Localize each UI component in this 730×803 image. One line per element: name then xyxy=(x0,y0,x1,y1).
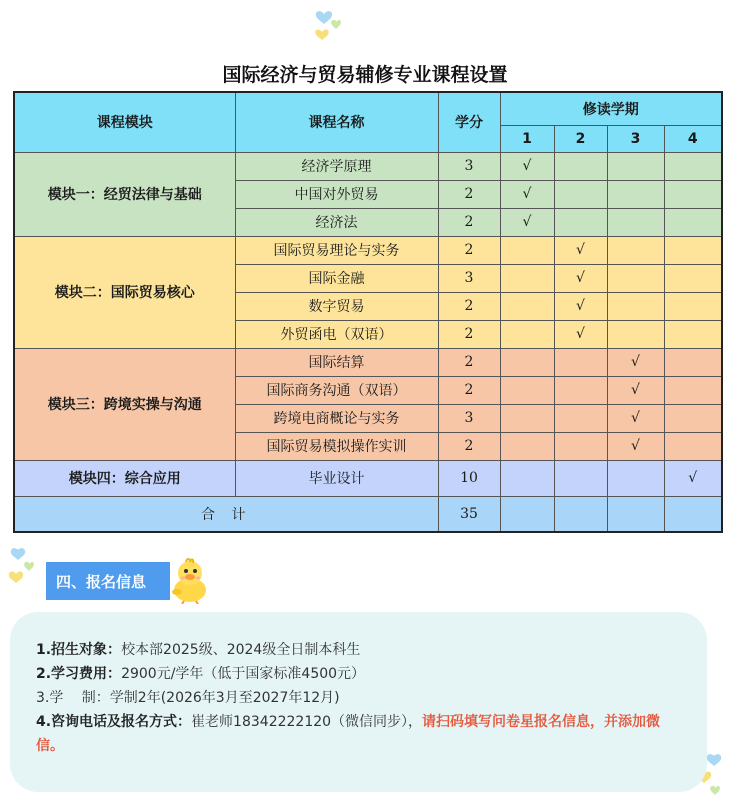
heart-icon xyxy=(310,6,350,46)
semester-cell xyxy=(607,236,664,264)
total-row xyxy=(14,496,722,532)
semester-cell xyxy=(554,236,607,264)
check-mark: √ xyxy=(688,470,698,486)
check-mark: √ xyxy=(576,326,585,342)
check-mark: √ xyxy=(631,354,640,370)
semester-cell xyxy=(664,264,722,292)
semester-cell xyxy=(607,264,664,292)
semester-cell xyxy=(500,208,554,236)
semester-cell xyxy=(664,404,722,432)
info-item-target: 1.招生对象：校本部2025级、2024级全日制本科生 xyxy=(36,642,361,658)
check-mark: √ xyxy=(522,158,532,174)
course-credit: 2 xyxy=(438,348,500,376)
header-module: 课程模块 xyxy=(14,92,235,152)
semester-cell xyxy=(500,404,554,432)
semester-cell xyxy=(500,292,554,320)
total-label: 合 计 xyxy=(14,496,438,532)
section-badge: 四、报名信息 xyxy=(46,562,170,600)
semester-cell xyxy=(554,152,607,180)
semester-cell xyxy=(607,208,664,236)
header-semester-4: 4 xyxy=(664,125,722,152)
total-credit: 35 xyxy=(438,496,500,532)
check-mark: √ xyxy=(631,410,640,426)
semester-cell xyxy=(607,180,664,208)
semester-cell xyxy=(500,348,554,376)
course-table-body xyxy=(14,152,722,532)
course-credit: 2 xyxy=(438,376,500,404)
semester-cell xyxy=(664,292,722,320)
course-name: 经济学原理 xyxy=(235,152,438,180)
check-mark: √ xyxy=(631,438,640,454)
check-mark: √ xyxy=(576,270,585,286)
course-name: 国际贸易理论与实务 xyxy=(235,236,438,264)
info-item-fee: 2.学习费用：2900元/学年（低于国家标准4500元） xyxy=(36,666,366,682)
table-row xyxy=(14,236,722,264)
course-credit: 2 xyxy=(438,208,500,236)
check-mark: √ xyxy=(522,186,532,202)
course-credit: 3 xyxy=(438,404,500,432)
semester-cell xyxy=(607,432,664,460)
semester-cell xyxy=(607,348,664,376)
course-table xyxy=(13,91,723,533)
semester-cell xyxy=(664,180,722,208)
course-name: 经济法 xyxy=(235,208,438,236)
course-credit: 10 xyxy=(438,460,500,496)
header-semester-3: 3 xyxy=(607,125,664,152)
header-semester-2: 2 xyxy=(554,125,607,152)
module-name: 模块一：经贸法律与基础 xyxy=(14,152,235,236)
check-mark: √ xyxy=(631,382,640,398)
page-title: 国际经济与贸易辅修专业课程设置 xyxy=(222,64,508,86)
course-name: 国际贸易模拟操作实训 xyxy=(235,432,438,460)
semester-cell xyxy=(554,180,607,208)
semester-cell xyxy=(500,264,554,292)
semester-cell xyxy=(500,320,554,348)
semester-cell xyxy=(554,292,607,320)
semester-cell xyxy=(554,348,607,376)
info-item-duration: 3.学 制：学制2年(2026年3月至2027年12月) xyxy=(36,690,340,706)
semester-cell xyxy=(607,376,664,404)
table-row xyxy=(14,460,722,496)
semester-cell xyxy=(607,496,664,532)
course-credit: 3 xyxy=(438,264,500,292)
module-name: 模块二：国际贸易核心 xyxy=(14,236,235,348)
course-credit: 2 xyxy=(438,320,500,348)
table-row xyxy=(14,152,722,180)
info-item-contact: 4.咨询电话及报名方式：崔老师18342222120（微信同步），请扫码填写问卷星报名信息，并添加微信。 xyxy=(36,714,661,754)
module-name: 模块三：跨境实操与沟通 xyxy=(14,348,235,460)
course-credit: 2 xyxy=(438,292,500,320)
semester-cell xyxy=(664,460,722,496)
semester-cell xyxy=(554,432,607,460)
semester-cell xyxy=(500,152,554,180)
semester-cell xyxy=(500,180,554,208)
semester-cell xyxy=(500,236,554,264)
semester-cell xyxy=(554,208,607,236)
semester-cell xyxy=(554,320,607,348)
course-name: 跨境电商概论与实务 xyxy=(235,404,438,432)
semester-cell xyxy=(554,496,607,532)
semester-cell xyxy=(554,460,607,496)
module-name: 模块四：综合应用 xyxy=(14,460,235,496)
course-credit: 2 xyxy=(438,180,500,208)
semester-cell xyxy=(664,152,722,180)
info-panel xyxy=(10,612,707,792)
check-mark: √ xyxy=(522,214,532,230)
semester-cell xyxy=(664,496,722,532)
signup-instruction: 请扫码填写问卷星报名信息，并添加微信。 xyxy=(36,714,661,754)
semester-cell xyxy=(607,320,664,348)
course-name: 数字贸易 xyxy=(235,292,438,320)
header-semester: 修读学期 xyxy=(500,92,722,125)
semester-cell xyxy=(664,320,722,348)
semester-cell xyxy=(554,376,607,404)
semester-cell xyxy=(500,376,554,404)
semester-cell xyxy=(607,152,664,180)
header-course: 课程名称 xyxy=(235,92,438,152)
course-name: 外贸函电（双语） xyxy=(235,320,438,348)
semester-cell xyxy=(500,496,554,532)
semester-cell xyxy=(664,208,722,236)
header-credit: 学分 xyxy=(438,92,500,152)
heart-icon xyxy=(6,546,46,596)
header-semester-1: 1 xyxy=(500,125,554,152)
course-name: 国际结算 xyxy=(235,348,438,376)
check-mark: √ xyxy=(576,298,585,314)
course-name: 国际商务沟通（双语） xyxy=(235,376,438,404)
semester-cell xyxy=(664,236,722,264)
semester-cell xyxy=(607,404,664,432)
course-name: 中国对外贸易 xyxy=(235,180,438,208)
semester-cell xyxy=(500,460,554,496)
semester-cell xyxy=(500,432,554,460)
course-credit: 3 xyxy=(438,152,500,180)
semester-cell xyxy=(607,460,664,496)
check-mark: √ xyxy=(576,242,585,258)
semester-cell xyxy=(554,264,607,292)
course-name: 毕业设计 xyxy=(235,460,438,496)
semester-cell xyxy=(664,348,722,376)
table-row xyxy=(14,348,722,376)
course-credit: 2 xyxy=(438,432,500,460)
semester-cell xyxy=(664,432,722,460)
semester-cell xyxy=(607,292,664,320)
semester-cell xyxy=(554,404,607,432)
chick-icon xyxy=(168,556,212,604)
semester-cell xyxy=(664,376,722,404)
course-credit: 2 xyxy=(438,236,500,264)
course-name: 国际金融 xyxy=(235,264,438,292)
